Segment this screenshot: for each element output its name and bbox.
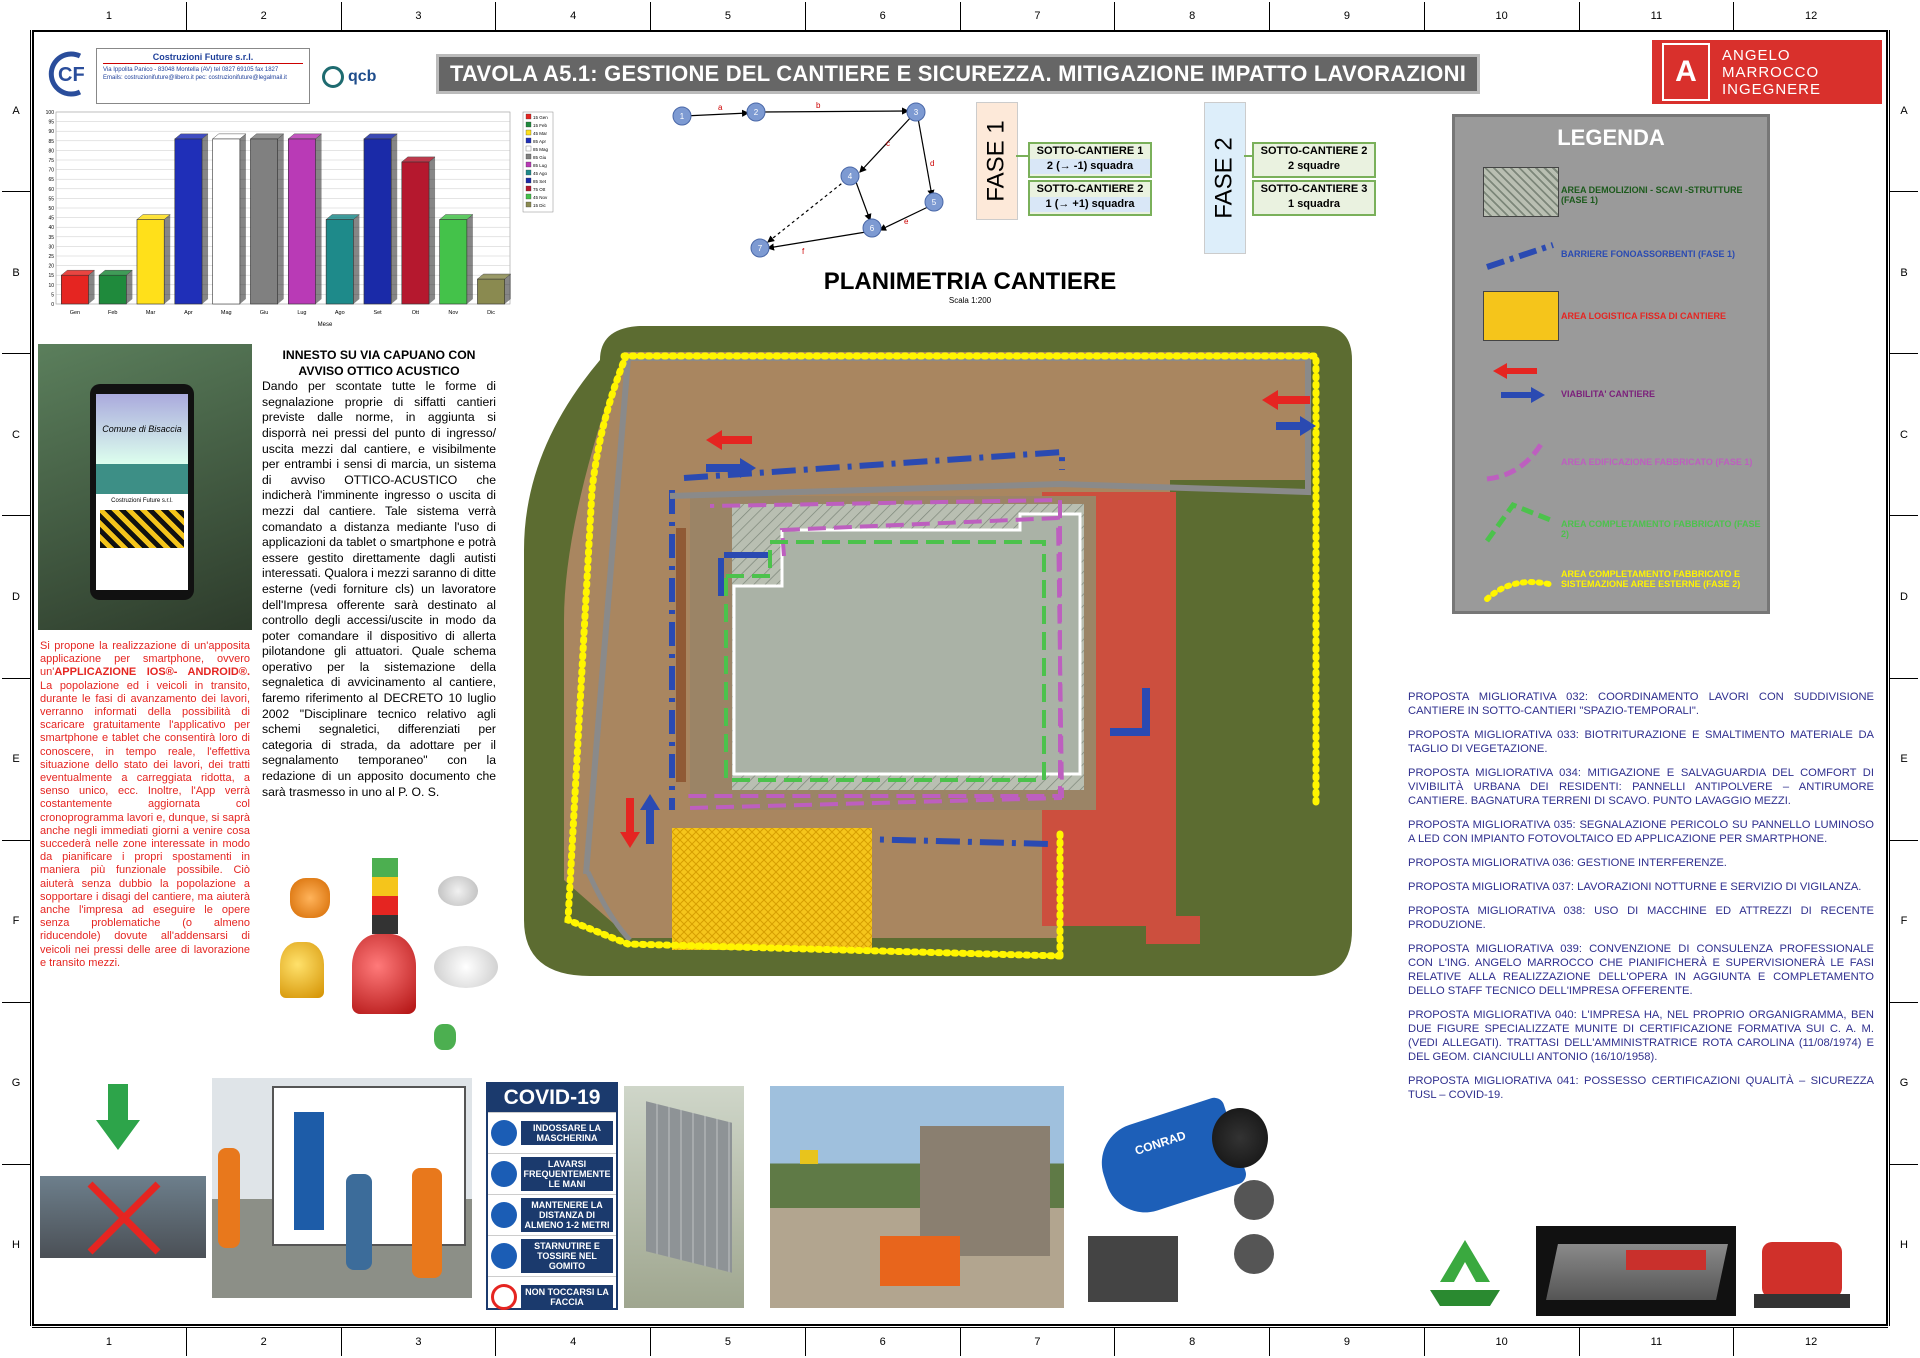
excavator [880,1236,960,1286]
orange-beacon [290,878,330,918]
network-edge [768,180,846,242]
chart-x-tick-label: Lug [297,310,307,316]
chart-bar-side [278,134,284,304]
covid-rule-label: MANTENERE LA DISTANZA DI ALMENO 1-2 METRI [521,1198,613,1232]
covid-rule [488,1276,616,1317]
covid-rule [488,1194,616,1235]
col-label: 11 [1579,1328,1734,1356]
connector-line [1244,155,1252,157]
edge-label: d [930,159,935,168]
column-ruler-top [32,2,1888,31]
chart-bar [175,139,202,304]
covid-rule [488,1235,616,1276]
legend-label-demolizioni: AREA DEMOLIZIONI - SCAVI -STRUTTURE (FASE 1) [1561,185,1743,205]
chart-bar-side [353,215,359,304]
site-plan [520,320,1360,980]
chart-y-tick-label: 45 [48,215,54,222]
chart-x-tick-label: Set [373,310,382,316]
col-label: 12 [1733,2,1888,30]
sc-title: SOTTO-CANTIERE 3 [1260,183,1368,195]
col-label: 10 [1424,2,1579,30]
legend-panel [1452,114,1770,614]
col-label: 7 [960,1328,1115,1356]
col-label: 7 [960,2,1115,30]
chart-x-tick-label: Nov [448,310,459,316]
legend-title: LEGENDA [1557,125,1665,150]
wash-hands-icon [491,1161,517,1187]
chart-legend-swatch [526,202,531,207]
demolition-photo [770,1086,1064,1308]
sc-title: SOTTO-CANTIERE 1 [1036,145,1144,157]
chart-legend-label: 45 Nov [533,195,548,200]
detail-inset [1234,1180,1274,1220]
chart-bar [137,220,164,304]
chart-legend-swatch [526,194,531,199]
chart-legend-swatch [526,178,531,183]
amber-beacon [280,942,324,998]
distance-icon [491,1202,517,1228]
cannon-brand: CONRAD [1133,1128,1188,1158]
edge-label: b [816,101,821,110]
chart-y-tick-label: 85 [48,138,54,145]
chart-y-tick-label: 15 [48,273,54,280]
chart-y-tick-label: 95 [48,119,54,126]
shredder-photo [1536,1226,1736,1316]
cf-logo-text: CF [58,64,85,86]
chart-x-tick-label: Ago [334,310,345,316]
chart-bar [440,220,467,304]
chart-x-tick-label: Mar [145,310,156,316]
col-label: 8 [1114,1328,1269,1356]
warning-beacons-photo [262,846,508,1062]
brand-line: MARROCCO [1722,63,1820,81]
site-office-render [212,1078,472,1298]
chart-bar-side [202,134,208,304]
network-edge [918,118,935,196]
app-intro: Si propone la realizzazione di un'apposita applicazione per smartphone, ovvero un' [40,640,250,679]
chart-legend-swatch [526,130,531,135]
edge-label: f [802,247,805,256]
chart-bar [364,139,391,304]
recycle-icon [1420,1234,1510,1310]
dust-cannon-photo [1084,1086,1280,1308]
chart-y-tick-label: 35 [48,234,54,241]
chart-x-axis-label: Mese [317,322,333,328]
sc-detail: 2 squadre [1288,160,1340,172]
legend-label-logistica: AREA LOGISTICA FISSA DI CANTIERE [1561,311,1727,321]
chart-y-tick-label: 10 [48,282,54,289]
innesto-section [262,348,496,800]
company-address: Via Ippolita Panico - 83048 Montella (AV) tel 0827 69105 fax 1827 [103,67,279,73]
col-label: 4 [495,1328,650,1356]
chart-legend-label: 15 Dic [533,203,546,208]
chart-y-tick-label: 80 [48,148,54,155]
chart-bar [99,275,126,304]
col-label: 1 [105,1336,112,1348]
chart-x-tick-label: Apr [184,310,193,316]
col-label: 6 [805,2,960,30]
brand-name [1722,47,1821,98]
company-card [96,48,310,104]
red-beacon [352,934,416,1014]
network-node-label: 6 [869,224,875,233]
covid-rule-label: LAVARSI FREQUENTEMENTE LE MANI [521,1157,613,1191]
chart-legend-label: 15 Gen [533,115,548,120]
proposal-item: PROPOSTA MIGLIORATIVA 033: BIOTRITURAZIONE E SMALTIMENTO MATERIALE DA TAGLIO DI VEGETAZIONE. [1408,729,1874,755]
proposal-item: PROPOSTA MIGLIORATIVA 041: POSSESSO CERTIFICAZIONI QUALITÀ – SICUREZZA TUSL – COVID-19. [1408,1075,1874,1101]
col-label: 5 [650,2,805,30]
covid-title: COVID-19 [488,1084,616,1112]
row-label: G [2,1002,30,1164]
chart-y-tick-label: 75 [48,158,54,164]
chart-legend-label: 85 Giu [533,155,547,160]
traffic-photo [40,1176,206,1258]
proposal-item: PROPOSTA MIGLIORATIVA 032: COORDINAMENTO LAVORI CON SUDDIVISIONE CANTIERE IN SOTTO-CANTIERI "SPAZIO-TEMPORALI". [1408,691,1874,717]
barrier-panels [646,1101,732,1272]
covid-rule-label: STARNUTIRE E TOSSIRE NEL GOMITO [521,1239,613,1273]
sotto-cantiere-2-box [1252,142,1376,178]
shredder-red-part [1626,1250,1706,1270]
network-edge [762,111,908,112]
siren-small [438,876,478,906]
chart-bar [250,139,277,304]
edge-label: c [886,139,890,148]
proposal-item: PROPOSTA MIGLIORATIVA 034: MITIGAZIONE E SALVAGUARDIA DEL COMFORT DI VIVIBILITÀ URBANA DEI RESIDENTI: PANNELLI ANTIPOLVERE – ANTIRUMORE CANTIERE. BAGNATURA TERRENI DI SCAVO. PUNTO LAVAGGIO MEZZI. [1408,767,1874,807]
phone-company: Costruzioni Future s.r.l. [111,498,173,504]
no-touch-face-icon [491,1284,517,1310]
chart-bar-side [89,270,95,304]
chart-legend-swatch [526,146,531,151]
chart-bar-side [126,270,132,304]
chart-y-tick-label: 40 [48,225,54,232]
company-name: Costruzioni Future s.r.l. [103,51,303,64]
chart-legend-label: 75 Ott [533,187,546,192]
chart-legend-swatch [526,162,531,167]
sc-detail: 2 (→ -1) squadra [1030,159,1150,174]
chart-x-tick-label: Dic [487,310,496,316]
chart-legend-label: 45 Ago [533,171,548,176]
certification-seal-icon [322,66,344,88]
covid-rule-label: INDOSSARE LA MASCHERINA [521,1121,613,1145]
chart-bar [402,162,429,304]
connector-line [1016,155,1028,157]
legend-swatch-esterne [1483,555,1557,605]
sotto-cantiere-2-fase1-box [1028,180,1152,216]
chart-legend-label: 85 Mag [533,147,549,152]
control-box [1088,1236,1178,1302]
network-edge [768,232,866,248]
proposal-item: PROPOSTA MIGLIORATIVA 039: CONVENZIONE DI CONSULENZA PROFESSIONALE CON L'ING. ANGELO MARROCCO CHE PIANIFICHERÀ E SUPERVISIONERÀ LE FASI RELATIVE ALLA REALIZZAZIONE DELL'OPERA IN AGGIUNTA E COMPLETAMENTO DELLO STAFF TECNICO DELL'IMPRESA OFFERENTE. [1408,943,1874,997]
legend-label-completamento: AREA COMPLETAMENTO FABBRICATO (FASE 2) [1561,519,1761,539]
worker-figure [218,1148,240,1248]
network-node-label: 5 [931,198,937,207]
col-label: 9 [1269,2,1424,30]
area-logistica-fissa [672,828,872,950]
col-label: 9 [1269,1328,1424,1356]
detail-inset [1234,1234,1274,1274]
col-label: 10 [1424,1328,1579,1356]
chart-y-tick-label: 100 [45,110,54,116]
chart-legend-swatch [526,114,531,119]
chart-bar-side [240,134,246,304]
sotto-cantiere-3-box [1252,180,1376,216]
siren [434,946,498,988]
smartphone-app-photo [38,344,252,630]
signal-tower [372,858,398,934]
phone-app-title: Comune di Bisaccia [96,394,188,464]
chart-legend-label: 85 Set [533,179,547,184]
innesto-body: Dando per scontate tutte le forme di segnalazione proprie di siffatti cantieri previste dalle norme, in aggiunta si disporrà nei pressi del punto di ingresso/ uscita mezzi dal cantiere, e visibilmente per entrambi i sensi di marcia, un sistema di avviso OTTICO-ACUSTICO che indicherà l'imminente ingresso o uscita di mezzi dal cantiere. Tale sistema verrà comandato a distanza mediante l'uso di applicazioni da tablet o smartphone e potrà essere gestito direttamente dagli autisti interessati. Qualora i mezzi saranno di ditte esterne (vedi forniture cls) un lavoratore dell'Impresa offerente sarà destinato al controllo degli accessi/uscite in modo da poter comandare il dispositivo di allerta pilotandone gli attuatori. Quale schema operativo per la sistemazione della segnaletica di avvicinamento al cantiere, faremo riferimento al DECRETO 10 luglio 2002 "Disciplinare tecnico relativo agli schemi segnaletici, differenziati per categoria di strada, da adottare per il segnalamento temporaneo" con la redazione di un apposito documento che sarà trasmesso in uno al P. O. S. [262,379,496,799]
network-node-label: 1 [679,112,685,121]
col-label: 11 [1579,2,1734,30]
col-label: 6 [805,1328,960,1356]
phone-body [90,384,194,600]
covid-rule [488,1112,616,1153]
chart-legend-swatch [526,122,531,127]
chart-bar-side [391,134,397,304]
page-title: TAVOLA A5.1: GESTIONE DEL CANTIERE E SICUREZZA. MITIGAZIONE IMPATTO LAVORAZIONI [436,54,1480,94]
chart-bar-side [316,134,322,304]
row-label: E [2,678,30,840]
chart-y-tick-label: 50 [48,206,54,212]
chart-y-tick-label: 60 [48,186,54,193]
legend-swatch-logistica [1483,291,1559,341]
column-ruler-bottom [32,1327,1888,1356]
proposal-item: PROPOSTA MIGLIORATIVA 036: GESTIONE INTERFERENZE. [1408,857,1727,869]
edge-label: e [904,217,909,226]
row-label: B [1890,191,1918,353]
fase-1-text: FASE 1 [983,120,1010,202]
covid-rules-panel [486,1082,618,1310]
chart-x-tick-label: Mag [220,310,232,316]
fase-1-label [976,102,1018,220]
row-label: C [1890,353,1918,515]
chart-svg [42,104,638,330]
network-edge [684,113,748,116]
legend-swatch-viabilita [1491,361,1547,407]
edge-label: a [718,103,723,112]
row-label: G [1890,1002,1918,1164]
network-node-label: 4 [847,172,853,181]
col-label: 3 [341,1328,496,1356]
legend-label-edificazione: AREA EDIFICAZIONE FABBRICATO (FASE 1) [1561,457,1753,467]
cabin-door [294,1112,324,1230]
chart-y-tick-label: 0 [51,302,54,308]
proposal-item: PROPOSTA MIGLIORATIVA 040: L'IMPRESA HA, NEL PROPRIO ORGANIGRAMMA, BEN DUE FIGURE SPECIALIZZATE MUNITE DI CERTIFICAZIONE FORMATIVA SUI C. A. M. (VEDI ALLEGATI). TRATTASI DELL'AMMINISTRATRICE ROTA CAROLINA (11/08/1974) E DEL GEOM. CIANCIULLI ANTONIO (16/10/1958). [1408,1009,1874,1063]
chart-bar-side [505,274,511,304]
col-label: 1 [105,10,112,22]
col-label: 2 [186,2,341,30]
network-node-label: 7 [757,244,763,253]
row-label: F [2,840,30,1002]
chart-legend-swatch [526,138,531,143]
row-label: E [1890,678,1918,840]
cf-logo [46,48,86,100]
brand-line: INGEGNERE [1722,80,1822,98]
chart-bar-side [429,157,435,304]
row-label: D [1890,515,1918,677]
row-label: C [2,353,30,515]
proposals-list [1408,690,1874,1112]
chart-x-tick-label: Giu [259,310,269,316]
sc-detail: 1 (→ +1) squadra [1030,197,1150,212]
chart-y-tick-label: 55 [48,196,54,203]
row-label: D [2,515,30,677]
row-label: H [2,1164,30,1326]
chart-bar-side [164,215,170,304]
engineer-brand [1652,40,1882,104]
network-node-label: 3 [913,108,919,117]
chart-y-tick-label: 90 [48,129,54,136]
chart-y-tick-label: 25 [48,254,54,260]
sneeze-icon [491,1243,517,1269]
chipper-photo [1746,1226,1872,1316]
app-proposal-text [40,640,250,970]
row-label: F [1890,840,1918,1002]
brand-line: ANGELO [1722,46,1791,64]
green-down-arrow-icon [96,1084,140,1150]
chart-y-tick-label: 70 [48,167,54,174]
noise-barrier-photo [624,1086,744,1308]
col-label: 3 [341,2,496,30]
app-body: La popolazione ed i veicoli in transito, durante le fasi di avanzamento dei lavori, verranno informati della possibilità di scaricare gratuitamente l'applicativo per smartphone e tablet che consentirà loro di conoscere, in tempo reale, l'effettiva situazione dello stato dei lavori, dei tratti eventualmente a carreggiata ridotta, a senso unico, ecc. Inoltre, l'App verrà costantemente aggiornata col cronoprogramma lavori e, dunque, si saprà anche negli immediati giorni a venire cosa succederà nelle zone interessate in modo da pianificare i propri spostamenti in maniera più funzionale possibile. Ciò aiuterà senza dubbio la popolazione a sopportare i disagi del cantiere, ma aiuterà anche l'impresa ad eseguire le opere senza problematiche (o almeno riducendole) dovute all'addensarsi di veicoli nei pressi delle aree di lavorazione e transito mezzi. [40,679,250,969]
chart-legend-label: 85 Lug [533,163,547,168]
row-label: B [2,191,30,353]
proposal-item: PROPOSTA MIGLIORATIVA 038: USO DI MACCHINE ED ATTREZZI DI RECENTE PRODUZIONE. [1408,905,1874,931]
network-node-label: 2 [753,108,759,117]
chart-legend-label: 85 Apr [533,139,547,144]
chipper-machine [1762,1242,1842,1298]
chart-x-tick-label: Feb [108,310,118,316]
chart-bar [61,275,88,304]
row-ruler-left [2,30,31,1326]
chart-legend-swatch [526,186,531,191]
row-label: H [1890,1164,1918,1326]
legend-swatch-barriere [1483,241,1557,271]
chart-legend-swatch [526,154,531,159]
fase-2-label [1204,102,1246,254]
chart-legend-label: 45 Mar [533,131,548,136]
plan-title: PLANIMETRIA CANTIERE [823,268,1117,295]
plan-scale: Scala 1:200 [948,296,992,305]
fase-2-text: FASE 2 [1211,137,1238,219]
sotto-cantiere-1-box [1028,142,1152,178]
chipper-tracks [1754,1294,1850,1308]
row-label: A [12,104,20,117]
no-traffic-cross-icon [40,1176,206,1258]
chart-bar [288,139,315,304]
col-label: 5 [650,1328,805,1356]
legend-label-barriere: BARRIERE FONOASSORBENTI (FASE 1) [1561,249,1736,259]
phone-screen [96,394,188,590]
proposal-item: PROPOSTA MIGLIORATIVA 037: LAVORAZIONI NOTTURNE E SERVIZIO DI VIGILANZA. [1408,881,1862,893]
app-highlight: APPLICAZIONE IOS®- ANDROID®. [54,666,250,679]
chart-bar [326,220,353,304]
row-label: A [1900,104,1908,117]
green-beacon [434,1024,456,1050]
dust-cannon [800,1150,818,1164]
workers-bar-chart [42,104,638,330]
col-label: 8 [1114,2,1269,30]
legend-swatch-edificazione [1483,435,1557,485]
sc-title: SOTTO-CANTIERE 2 [1036,183,1144,195]
chart-legend-swatch [526,170,531,175]
worker-figure [346,1174,372,1270]
innesto-heading: INNESTO SU VIA CAPUANO CON AVVISO OTTICO ACUSTICO [282,348,476,378]
chart-bar [213,139,240,304]
proposal-item: PROPOSTA MIGLIORATIVA 035: SEGNALAZIONE PERICOLO SU PANNELLO LUMINOSO A LED CON IMPIANTO FOTOVOLTAICO ED APPLICAZIONE PER SMARTPHONE. [1408,819,1874,845]
company-emails: Emails: costruzionifuture@libero.it pec: costruzionifuture@legalmail.it [103,75,287,81]
chart-legend-label: 15 Feb [533,123,548,128]
legend-swatch-hatch [1483,167,1559,217]
chart-x-tick-label: Gen [69,310,81,316]
chart-x-tick-label: Ott [411,310,420,316]
covid-rule-label: NON TOCCARSI LA FACCIA [521,1285,613,1309]
chart-y-tick-label: 30 [48,244,54,251]
worker-figure [412,1168,442,1278]
col-label: 12 [1733,1328,1888,1356]
covid-rule [488,1153,616,1194]
qcb-logo: qcb [348,68,377,85]
chart-y-tick-label: 5 [51,292,54,299]
legend-label-esterne: AREA COMPLETAMENTO FABBRICATO E SISTEMAZIONE AREE ESTERNE (FASE 2) [1561,569,1741,589]
legend-swatch-completamento [1483,497,1557,547]
legend-label-viabilita: VIABILITA' CANTIERE [1561,389,1655,399]
chart-bar [477,279,504,304]
sc-title: SOTTO-CANTIERE 2 [1260,145,1368,157]
chart-y-tick-label: 20 [48,263,54,270]
precedence-network-diagram [668,96,948,266]
col-label: 4 [495,2,650,30]
chart-bar-side [467,215,473,304]
sc-detail: 1 squadra [1288,198,1340,210]
col-label: 2 [186,1328,341,1356]
row-ruler-right [1889,30,1918,1326]
brand-mark: A [1662,43,1710,101]
network-edge [856,182,870,220]
chart-y-tick-label: 65 [48,177,54,184]
cannon-nozzle [1212,1108,1268,1168]
mask-icon [491,1120,517,1146]
